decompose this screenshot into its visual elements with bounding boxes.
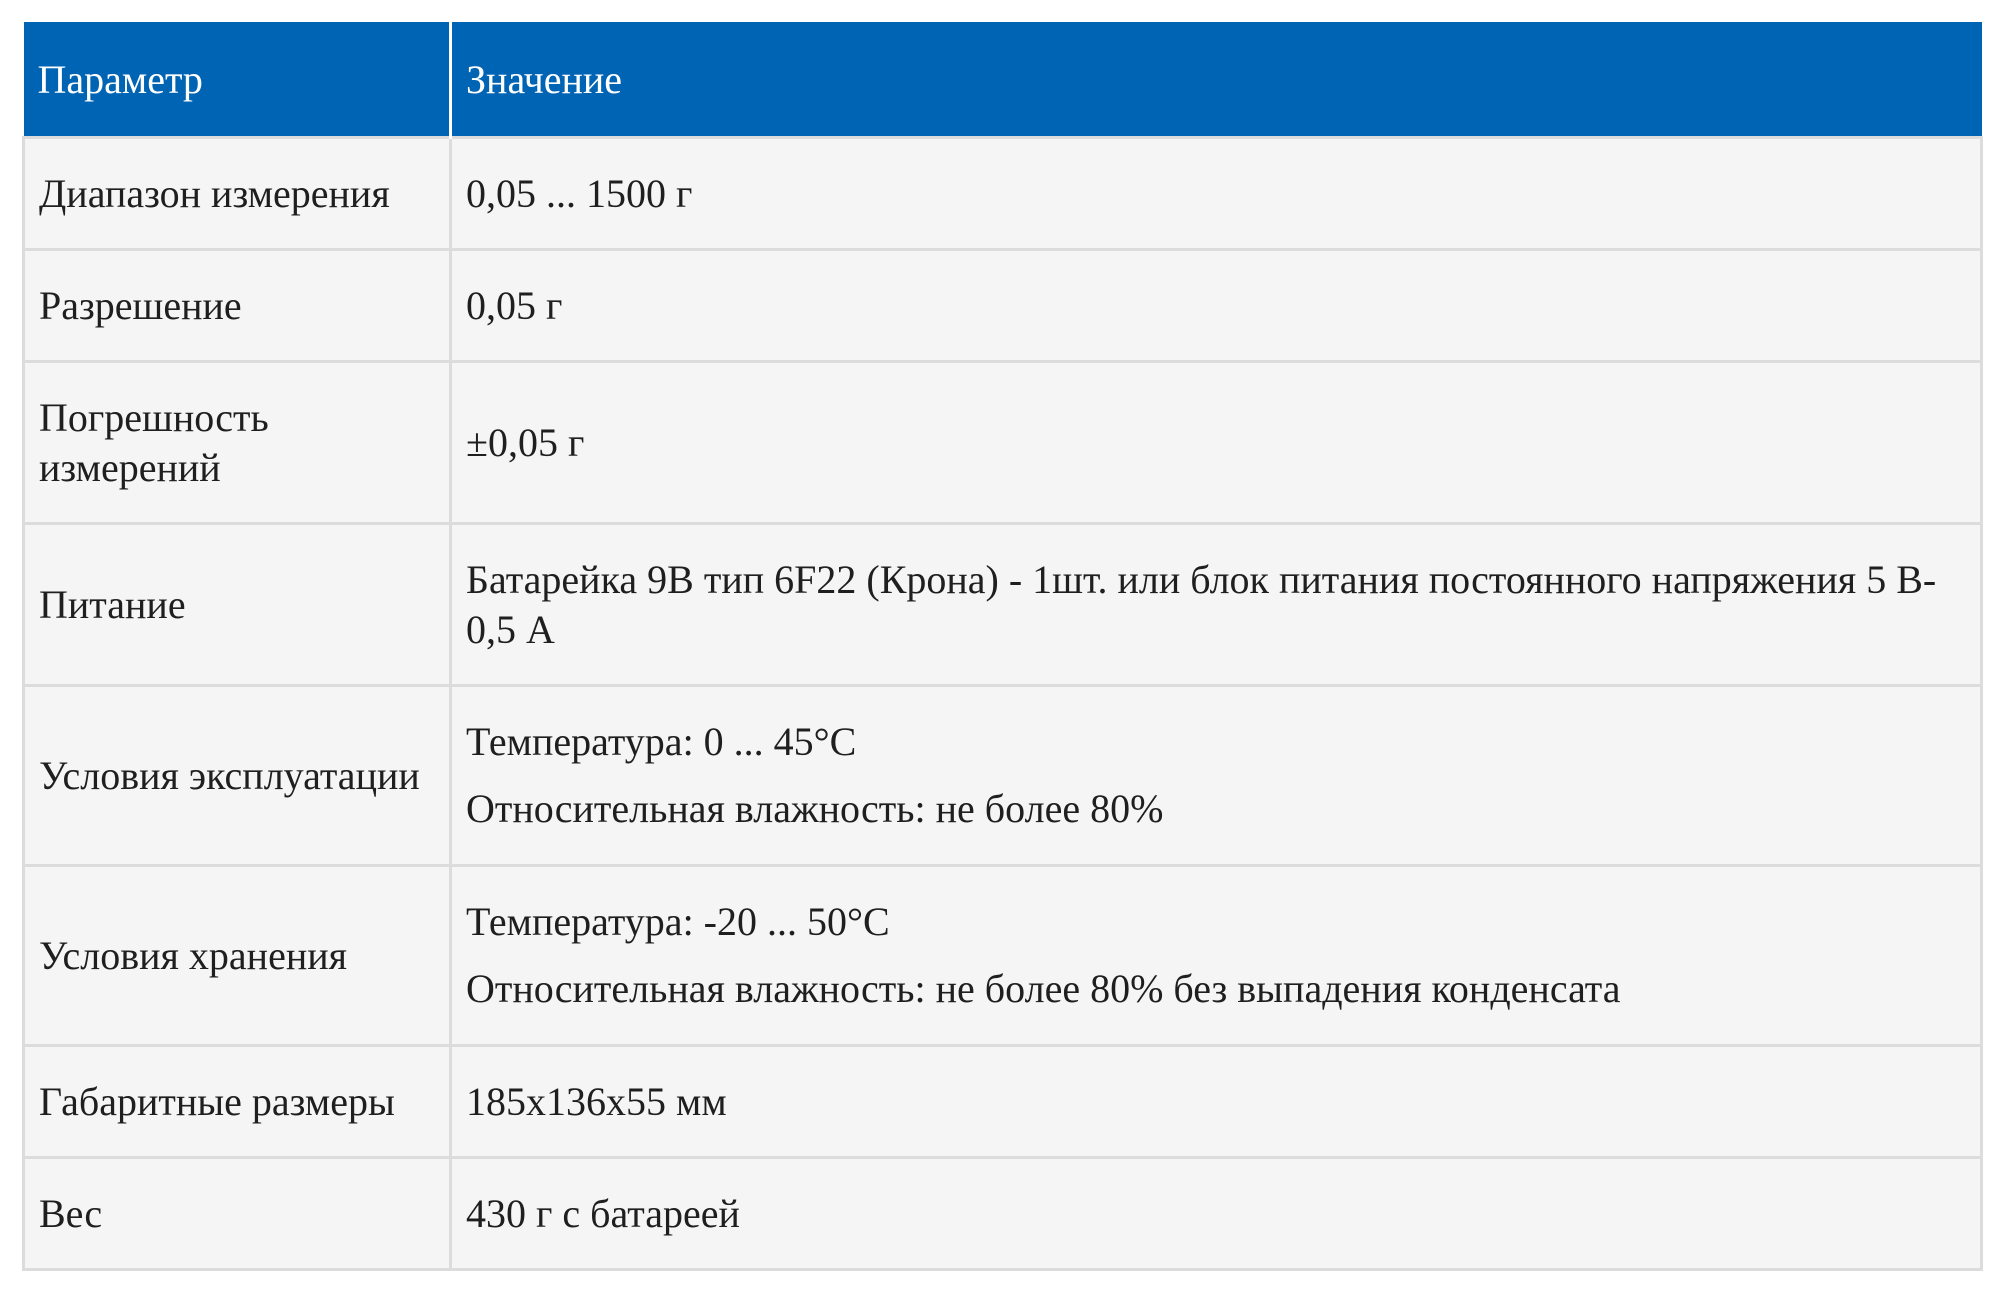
value-text: Батарейка 9В тип 6F22 (Крона) - 1шт. или блок питания постоянного напряжения 5 В- 0,5 А [466,556,1937,652]
param-cell: Диапазон измерения [24,138,451,250]
value-cell [451,686,1982,866]
table-row [24,138,1982,250]
specifications-table [22,22,1983,1271]
table-row [24,1046,1982,1158]
value-cell [451,1046,1982,1158]
table-row [24,250,1982,362]
table-row [24,1158,1982,1270]
param-cell: Разрешение [24,250,451,362]
param-cell: Погрешность измерений [24,362,451,524]
value-cell [451,362,1982,524]
value-text: 185x136x55 мм [466,1078,727,1124]
value-text: Температура: -20 ... 50°С [466,899,890,944]
param-cell: Условия хранения [24,866,451,1046]
value-text: Относительная влажность: не более 80% без выпадения конденсата [466,966,1621,1011]
value-cell [451,1158,1982,1270]
table-row [24,524,1982,686]
table-header-row [24,22,1982,138]
table-row [24,866,1982,1046]
value-cell [451,866,1982,1046]
value-text: 0,05 г [466,282,563,328]
param-cell: Вес [24,1158,451,1270]
value-cell [451,138,1982,250]
param-cell: Условия эксплуатации [24,686,451,866]
column-header-parameter: Параметр [24,22,451,138]
value-text: ±0,05 г [466,419,585,465]
value-cell [451,524,1982,686]
column-header-value: Значение [451,22,1982,138]
param-cell: Питание [24,524,451,686]
value-text: 0,05 ... 1500 г [466,170,693,216]
value-text: Относительная влажность: не более 80% [466,786,1164,831]
value-text: 430 г с батареей [466,1190,740,1236]
value-text: Температура: 0 ... 45°С [466,719,857,764]
table-row [24,362,1982,524]
table-row [24,686,1982,866]
value-cell [451,250,1982,362]
param-cell: Габаритные размеры [24,1046,451,1158]
